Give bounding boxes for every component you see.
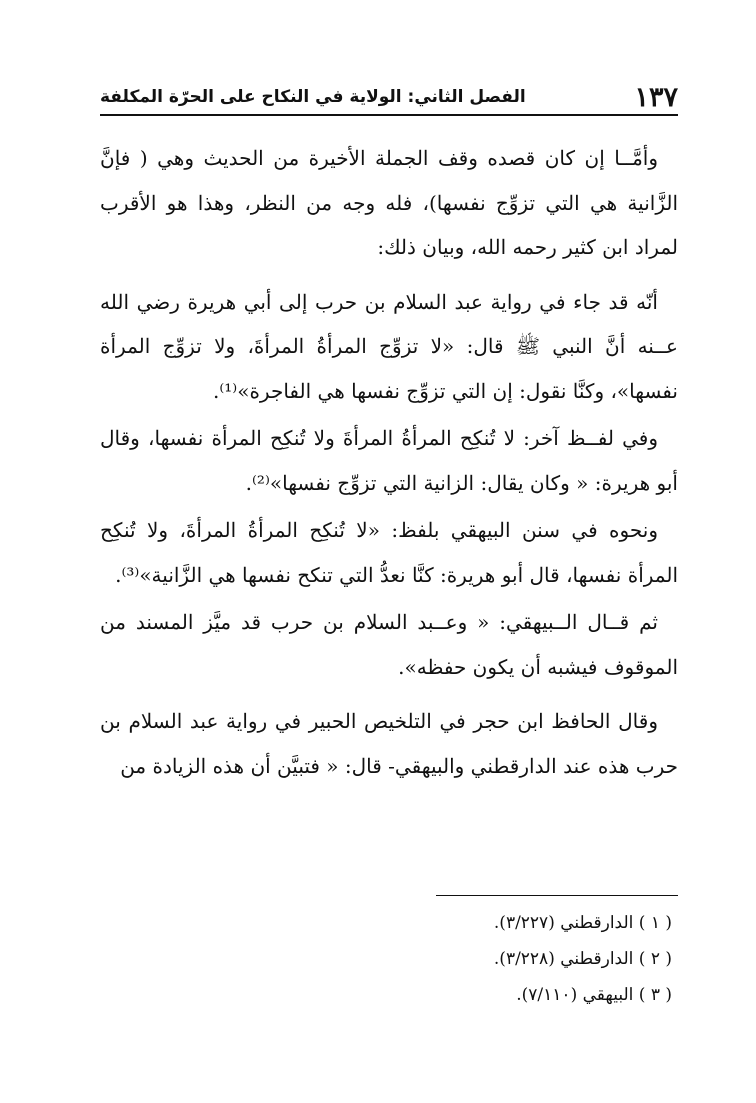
paragraph: ثم قــال الــبيهقي: « وعــبد السلام بن حرب قد ميَّز المسند من الموقوف فيشبه أن يكون حفظه». <box>100 610 678 679</box>
page-number: ١٣٧ <box>634 82 678 113</box>
footnote: ( ٣ ) البيهقي (٧/١١٠). <box>516 985 672 1005</box>
footnote-divider <box>436 895 678 896</box>
footnotes <box>100 905 678 1013</box>
page-header <box>100 82 678 114</box>
paragraph: وأمَّــا إن كان قصده وقف الجملة الأخيرة من الحديث وهي ( فإنَّ الزَّانية هي التي تزوِّج نفسها)، فله وجه من النظر، وهذا هو الأقرب لمراد ابن كثير رحمه الله، وبيان ذلك: <box>100 146 678 259</box>
running-title: الفصل الثاني: الولاية في النكاح على الحرّة المكلفة <box>100 87 526 107</box>
main-text <box>100 136 678 798</box>
paragraph: أنّه قد جاء في رواية عبد السلام بن حرب إلى أبي هريرة رضي الله عــنه أنَّ النبي ﷺ قال: «لا تزوِّج المرأةُ المرأةَ، ولا تزوِّج المرأة نفسها»، وكنَّا نقول: إن التي تزوِّج نفسها هي الفاجرة»⁽¹⁾. <box>100 289 678 403</box>
footnote: ( ١ ) الدارقطني (٣/٢٢٧). <box>493 913 672 933</box>
paragraph: وفي لفــظ آخر: لا تُنكِح المرأةُ المرأةَ ولا تُنكِح المرأة نفسها، وقال أبو هريرة: « وكان يقال: الزانية التي تزوِّج نفسها»⁽²⁾. <box>100 426 678 495</box>
paragraph: وقال الحافظ ابن حجر في التلخيص الحبير في رواية عبد السلام بن حرب هذه عند الدارقطني والبيهقي- قال: « فتبيَّن أن هذه الزيادة من <box>100 709 678 778</box>
paragraph: ونحوه في سنن البيهقي بلفظ: «لا تُنكِح المرأةُ المرأةَ، ولا تُنكِح المرأة نفسها، قال أبو هريرة: كنَّا نعدُّ التي تنكح نفسها هي الزَّانية»⁽³⁾. <box>100 518 678 587</box>
header-divider <box>100 114 678 116</box>
footnote: ( ٢ ) الدارقطني (٣/٢٢٨). <box>493 949 672 969</box>
